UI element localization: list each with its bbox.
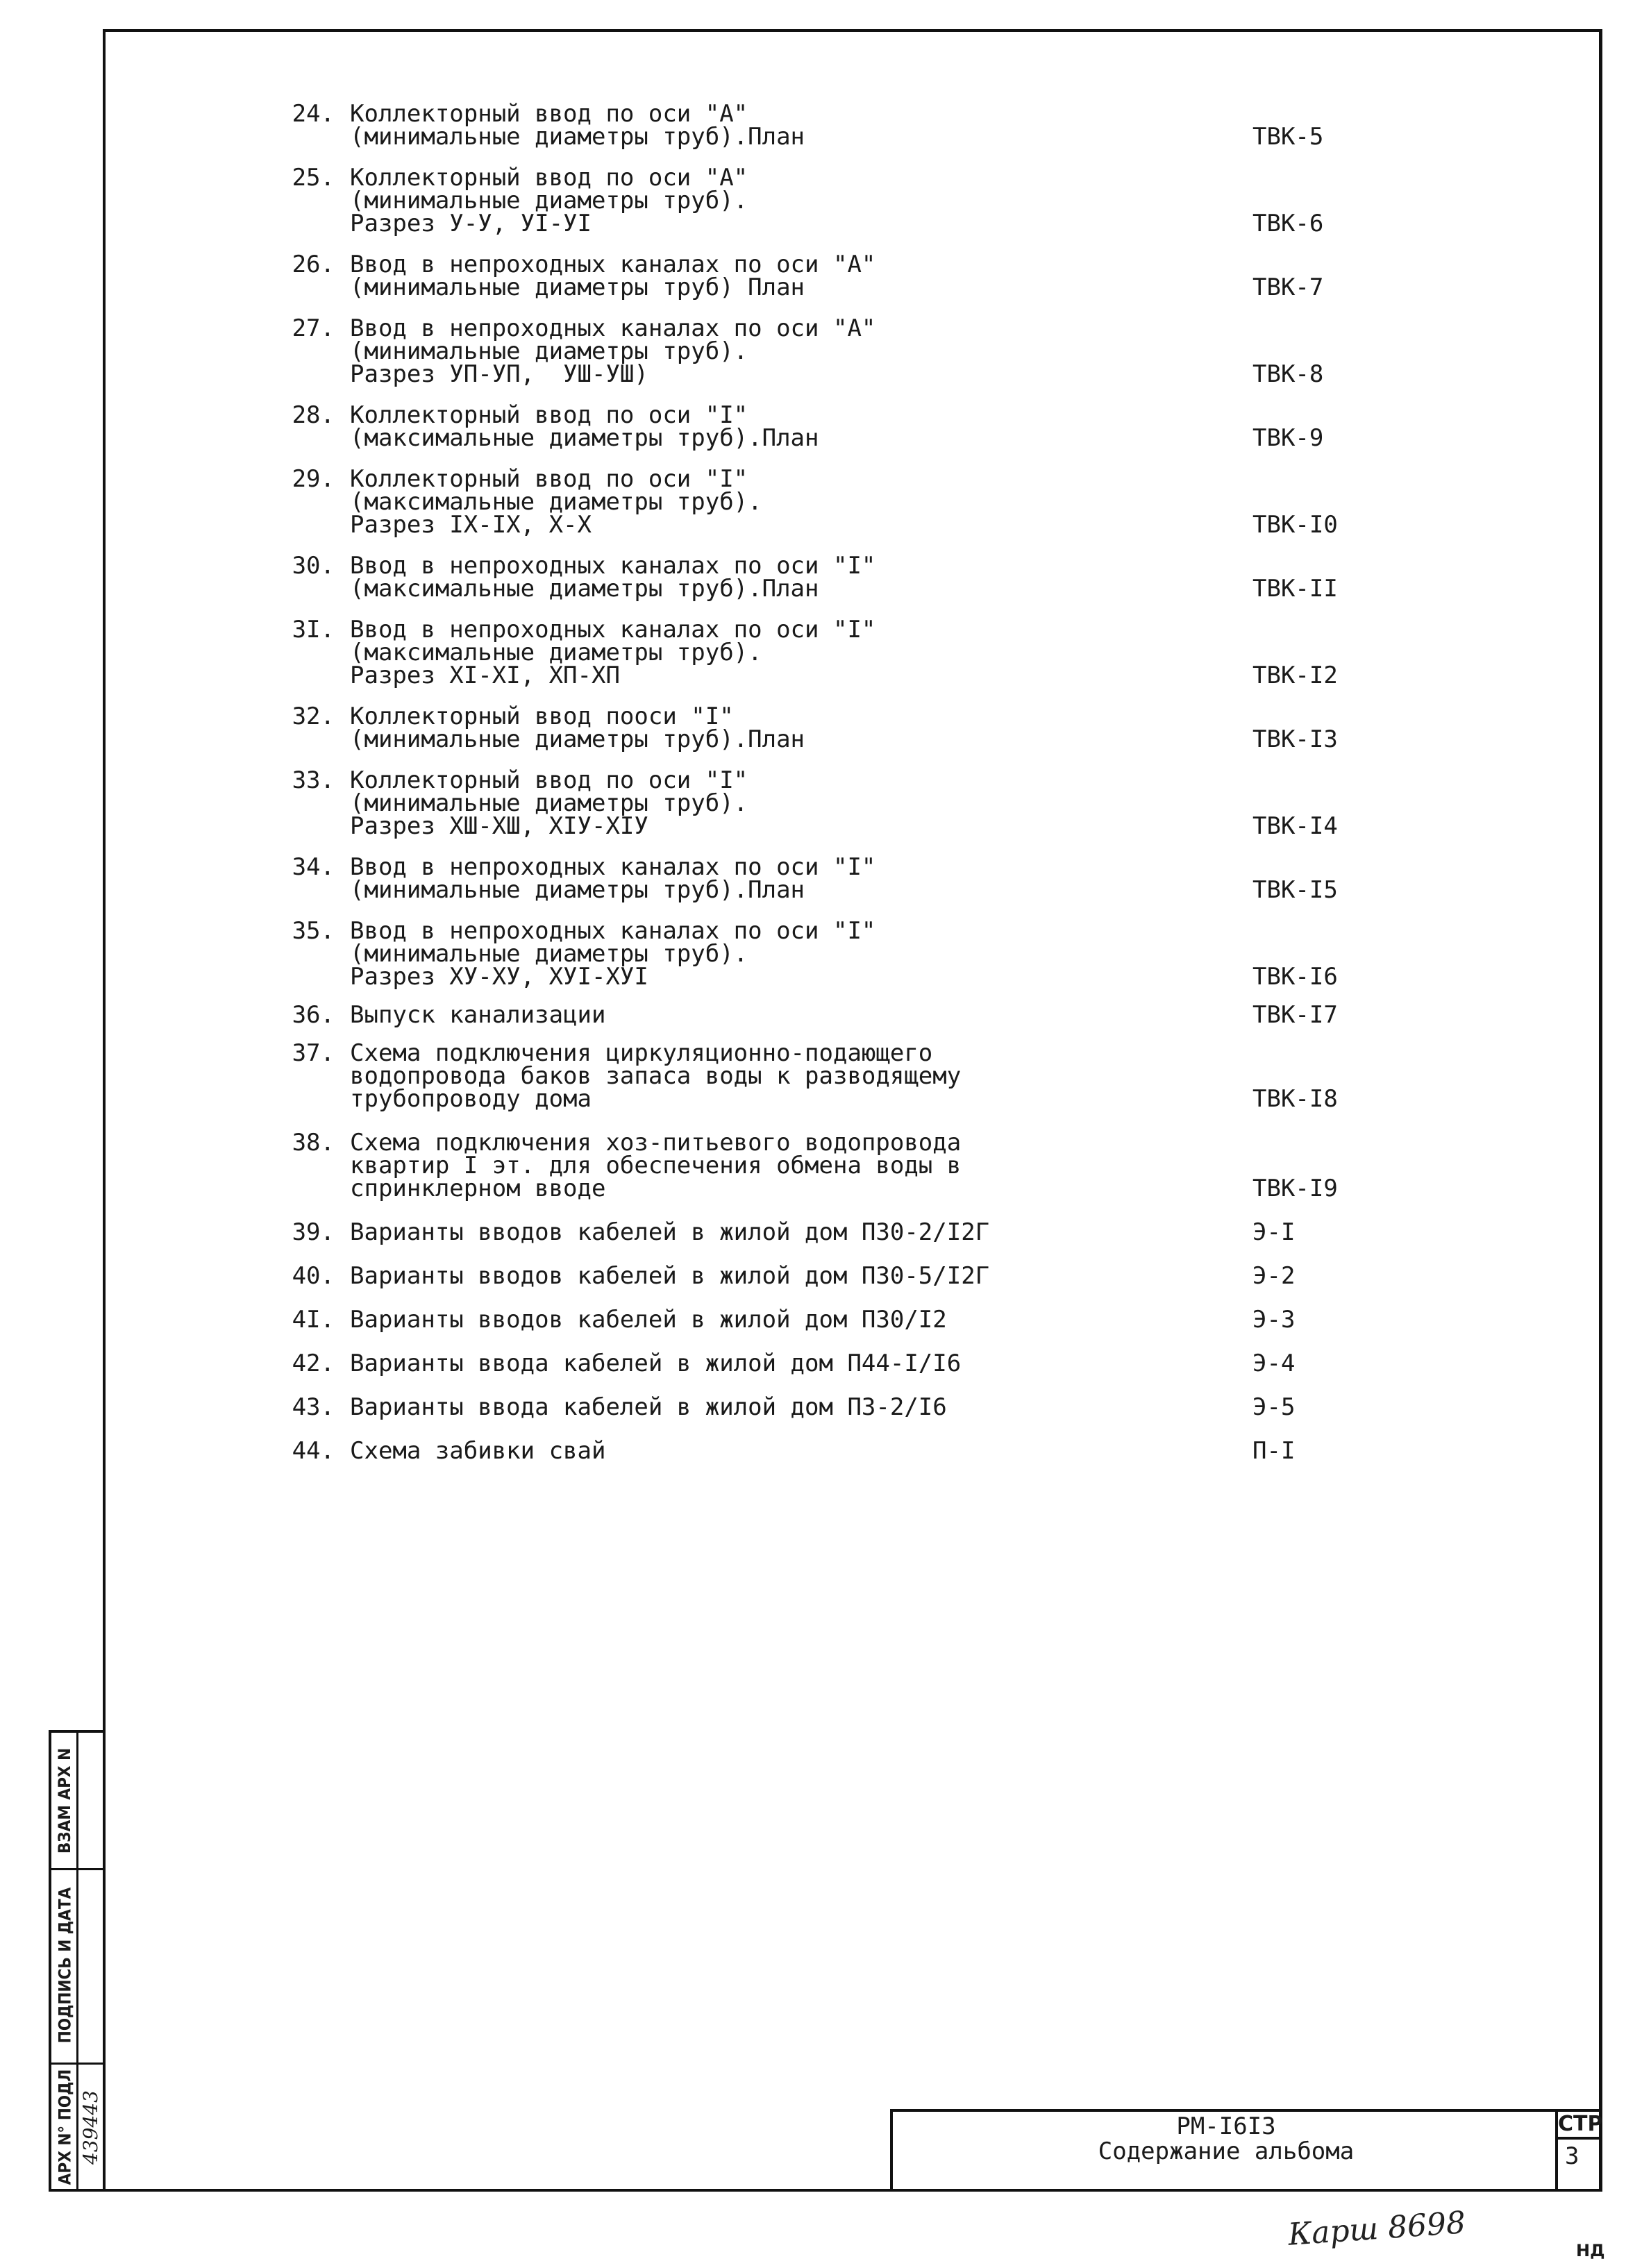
toc-entry-title-line: Варианты вводов кабелей в жилой дом П30/I2 <box>350 1306 947 1334</box>
toc-entry-title-line: (максимальные диаметры труб).План <box>350 575 819 603</box>
toc-entry-title-line: Коллекторный ввод по оси "А" <box>350 100 748 128</box>
handwritten-signature: Карш 8698 <box>1286 2205 1467 2253</box>
toc-entry-title-line: Разрез ХI-ХI, ХП-ХП <box>350 662 620 689</box>
toc-entry-number: 36. <box>292 1001 335 1029</box>
toc-entry-title-line: Коллекторный ввод по оси "I" <box>350 401 748 429</box>
toc-entry <box>257 766 1437 840</box>
toc-entry-title-line: Варианты вводов кабелей в жилой дом П30-2/I2Г <box>350 1218 990 1246</box>
toc-entry <box>257 465 1437 539</box>
toc-entry-sheet-code: ТВК-7 <box>1252 274 1324 301</box>
toc-entry-title-line: (минимальные диаметры труб). <box>350 940 748 968</box>
toc-entry <box>257 253 1437 299</box>
toc-entry-sheet-code: П-I <box>1252 1437 1296 1465</box>
toc-entry-title-line: Коллекторный ввод по оси "I" <box>350 465 748 493</box>
toc-entry-title-line: Коллекторный ввод пооси "I" <box>350 703 734 730</box>
toc-entry-title-line: Варианты вводов кабелей в жилой дом П30-5/I2Г <box>350 1262 990 1290</box>
toc-entry-number: 27. <box>292 314 335 342</box>
stamp-handwritten-number: 439443 <box>78 2090 102 2165</box>
toc-entry-number: 35. <box>292 917 335 945</box>
toc-entry-number: 33. <box>292 766 335 794</box>
toc-entry-title-line: Разрез IХ-IХ, Х-Х <box>350 511 592 539</box>
toc-entry-title-line: (максимальные диаметры труб).План <box>350 424 819 452</box>
toc-entry-number: 42. <box>292 1350 335 1377</box>
toc-entry <box>257 1262 1437 1290</box>
toc-entry-title-line: Схема подключения хоз-питьевого водопровода <box>350 1129 962 1157</box>
toc-entry-title-line: водопровода баков запаса воды к разводящему <box>350 1062 962 1090</box>
toc-entry-title-line: (минимальные диаметры труб) План <box>350 274 805 301</box>
toc-entry-sheet-code: ТВК-I0 <box>1252 511 1338 539</box>
toc-entry-number: 4I. <box>292 1306 335 1334</box>
toc-entry-number: 44. <box>292 1437 335 1465</box>
toc-entry-title-line: Ввод в непроходных каналах по оси "А" <box>350 251 876 278</box>
toc-entry-title <box>350 1039 1218 1113</box>
toc-entry-title <box>350 465 1218 539</box>
toc-entry <box>257 1001 1437 1029</box>
toc-entry-title <box>350 1306 1218 1334</box>
toc-entry-title-line: (минимальные диаметры труб).План <box>350 725 805 753</box>
toc-entry <box>257 1039 1437 1113</box>
toc-entry-title-line: квартир I эт. для обеспечения обмена воды в <box>350 1152 962 1179</box>
toc-entry-title-line: (минимальные диаметры труб). <box>350 187 748 215</box>
toc-entry-number: 37. <box>292 1039 335 1067</box>
toc-entry-title-line: Ввод в непроходных каналах по оси "I" <box>350 552 876 580</box>
toc-entry-title-line: Варианты ввода кабелей в жилой дом П3-2/I6 <box>350 1393 947 1421</box>
toc-entry-title <box>350 1437 1218 1465</box>
toc-entry-title-line: (минимальные диаметры труб). <box>350 337 748 365</box>
toc-entry-sheet-code: ТВК-I2 <box>1252 662 1338 689</box>
toc-entry-sheet-code: ТВК-5 <box>1252 123 1324 151</box>
page-label: СТР <box>1558 2112 1600 2140</box>
toc-entry-number: 25. <box>292 164 335 192</box>
toc-entry-title-line: (максимальные диаметры труб). <box>350 488 762 516</box>
table-of-contents <box>257 100 1437 1465</box>
toc-entry-title-line: Разрез УП-УП, УШ-УШ) <box>350 360 648 388</box>
toc-entry-title-line: (минимальные диаметры труб).План <box>350 123 805 151</box>
toc-entry <box>257 917 1437 991</box>
document-title: Содержание альбома <box>1098 2137 1355 2165</box>
toc-entry-title <box>350 1001 1218 1029</box>
toc-entry-number: 43. <box>292 1393 335 1421</box>
toc-entry-title-line: Варианты ввода кабелей в жилой дом П44-I/I6 <box>350 1350 962 1377</box>
toc-entry-title-line: (минимальные диаметры труб). <box>350 789 748 817</box>
toc-entry <box>257 1352 1437 1375</box>
toc-entry-title-line: Разрез У-У, УI-УI <box>350 210 592 237</box>
toc-entry-number: 38. <box>292 1129 335 1157</box>
toc-entry <box>257 164 1437 237</box>
toc-entry <box>257 1437 1437 1465</box>
title-block <box>890 2109 1602 2192</box>
toc-entry-title <box>350 766 1218 840</box>
toc-entry-title-line: Схема забивки свай <box>350 1437 606 1465</box>
toc-entry-sheet-code: Э-2 <box>1252 1262 1296 1290</box>
toc-entry-title <box>350 1393 1218 1421</box>
toc-entry-number: 34. <box>292 853 335 881</box>
toc-entry-title-line: Выпуск канализации <box>350 1001 606 1029</box>
toc-entry-title-line: (минимальные диаметры труб).План <box>350 876 805 904</box>
toc-entry-title <box>350 314 1218 388</box>
stamp-label-replacement: ВЗАМ АРХ N <box>55 1747 74 1854</box>
toc-entry <box>257 314 1437 388</box>
toc-entry-sheet-code: Э-I <box>1252 1218 1296 1246</box>
toc-entry-sheet-code: Э-3 <box>1252 1306 1296 1334</box>
toc-entry-number: 24. <box>292 100 335 128</box>
toc-entry-title <box>350 552 1218 603</box>
corner-mark: НД <box>1576 2241 1605 2260</box>
toc-entry <box>257 401 1437 452</box>
toc-entry <box>257 1393 1437 1421</box>
toc-entry <box>257 853 1437 904</box>
toc-entry-title <box>350 853 1218 904</box>
toc-entry-title-line: Ввод в непроходных каналах по оси "I" <box>350 616 876 644</box>
toc-entry-number: 3I. <box>292 616 335 644</box>
page-number: 3 <box>1565 2142 1579 2170</box>
toc-entry-title-line: Ввод в непроходных каналах по оси "I" <box>350 853 876 881</box>
toc-entry-title <box>350 100 1218 151</box>
toc-entry-title <box>350 401 1218 452</box>
toc-entry-title-line: Коллекторный ввод по оси "I" <box>350 766 748 794</box>
toc-entry-title-line: Ввод в непроходных каналах по оси "I" <box>350 917 876 945</box>
toc-entry-title-line: Ввод в непроходных каналах по оси "А" <box>350 314 876 342</box>
toc-entry <box>257 1129 1437 1202</box>
toc-entry-title-line: (максимальные диаметры труб). <box>350 639 762 666</box>
toc-entry-title <box>350 1262 1218 1290</box>
toc-entry-title <box>350 1129 1218 1202</box>
toc-entry-title-line: Коллекторный ввод по оси "А" <box>350 164 748 192</box>
toc-entry-sheet-code: Э-5 <box>1252 1393 1296 1421</box>
toc-entry-title <box>350 164 1218 237</box>
toc-entry-sheet-code: ТВК-9 <box>1252 424 1324 452</box>
toc-entry-title-line: спринклерном вводе <box>350 1175 606 1202</box>
toc-entry-sheet-code: ТВК-II <box>1252 575 1338 603</box>
toc-entry-title <box>350 253 1218 299</box>
stamp-label-original-number: АРХ N° ПОДЛ <box>55 2069 74 2185</box>
toc-entry-number: 26. <box>292 251 335 278</box>
toc-entry-sheet-code: ТВК-I6 <box>1252 963 1338 991</box>
toc-entry <box>257 616 1437 689</box>
toc-entry-title <box>350 917 1218 991</box>
toc-entry-sheet-code: ТВК-I4 <box>1252 812 1338 840</box>
toc-entry <box>257 1306 1437 1334</box>
toc-entry-sheet-code: ТВК-I9 <box>1252 1175 1338 1202</box>
toc-entry-number: 28. <box>292 401 335 429</box>
toc-entry <box>257 100 1437 151</box>
toc-entry <box>257 552 1437 603</box>
toc-entry-title <box>350 1352 1218 1375</box>
toc-entry-title <box>350 1218 1218 1246</box>
toc-entry-number: 39. <box>292 1218 335 1246</box>
toc-entry-number: 29. <box>292 465 335 493</box>
toc-entry-title-line: Разрез ХУ-ХУ, ХУI-ХУI <box>350 963 648 991</box>
toc-entry-title-line: Разрез ХШ-ХШ, ХIУ-ХIУ <box>350 812 648 840</box>
toc-entry-sheet-code: ТВК-I5 <box>1252 876 1338 904</box>
document-number: РМ-I6I3 <box>1176 2112 1276 2140</box>
stamp-label-signature-date: ПОДПИСЬ И ДАТА <box>55 1887 75 2044</box>
toc-entry-sheet-code: ТВК-6 <box>1252 210 1324 237</box>
toc-entry-title-line: трубопроводу дома <box>350 1085 592 1113</box>
toc-entry-sheet-code: ТВК-I7 <box>1252 1001 1338 1029</box>
toc-entry-sheet-code: ТВК-8 <box>1252 360 1324 388</box>
toc-entry <box>257 705 1437 751</box>
toc-entry-title-line: Схема подключения циркуляционно-подающего <box>350 1039 933 1067</box>
toc-entry-title <box>350 705 1218 751</box>
toc-entry-title <box>350 616 1218 689</box>
toc-entry-sheet-code: Э-4 <box>1252 1350 1296 1377</box>
toc-entry-sheet-code: ТВК-I8 <box>1252 1085 1338 1113</box>
toc-entry-number: 32. <box>292 703 335 730</box>
toc-entry-sheet-code: ТВК-I3 <box>1252 725 1338 753</box>
toc-entry <box>257 1218 1437 1246</box>
toc-entry-number: 30. <box>292 552 335 580</box>
toc-entry-number: 40. <box>292 1262 335 1290</box>
